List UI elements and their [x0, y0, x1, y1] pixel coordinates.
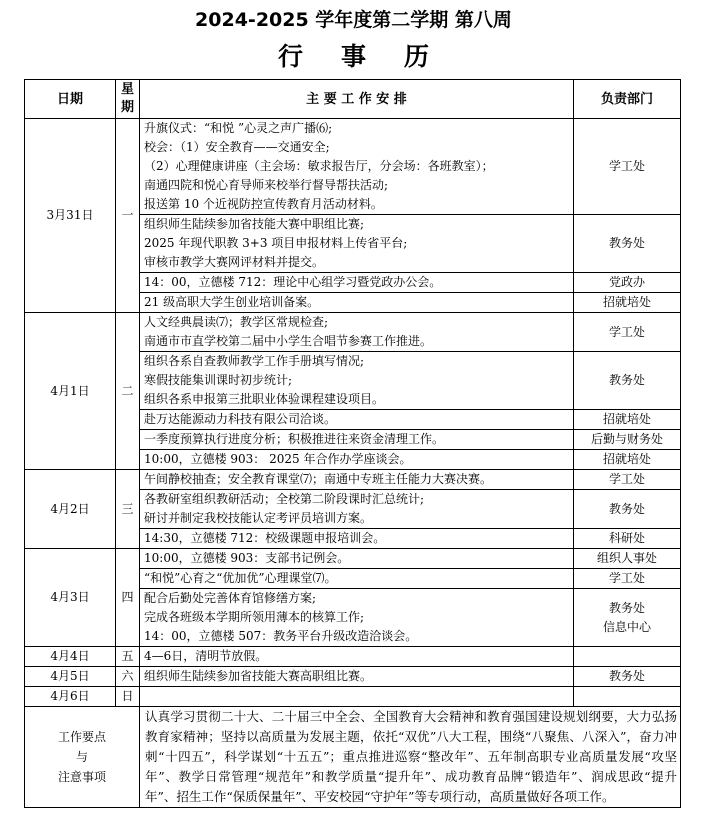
dept-name: 后勤与财务处 — [590, 432, 663, 446]
responsible-dept — [574, 470, 681, 490]
work-line: 南通市市直学校第二届中小学生合唱节参赛工作推进。 — [144, 334, 433, 348]
work-line: 赴万达能源动力科技有限公司洽谈。 — [144, 412, 337, 426]
page-subtitle: 行事历 — [277, 42, 467, 71]
work-item — [140, 410, 574, 430]
responsible-dept — [574, 215, 681, 273]
work-line: 组织各系自查教师教学工作手册填写情况; — [144, 354, 365, 368]
dept-name: 教务处 — [608, 373, 645, 387]
work-line: 升旗仪式：“和悦 ”心灵之声广播⑹; — [144, 121, 333, 135]
work-line: 寒假技能集训课时初步统计; — [144, 373, 293, 387]
day-weekday: 三 — [116, 470, 140, 549]
table-row — [25, 549, 681, 569]
work-item — [140, 647, 574, 667]
day-weekday: 六 — [116, 667, 140, 687]
work-line: 南通四院和悦心育导师来校举行督导帮扶活动; — [144, 178, 389, 192]
header-week — [116, 80, 140, 119]
day-weekday: 二 — [116, 313, 140, 470]
work-item — [140, 490, 574, 529]
day-date: 4月3日 — [25, 549, 116, 647]
notes-row — [25, 707, 681, 808]
work-line: 4—6日，清明节放假。 — [144, 649, 268, 663]
notes-label — [25, 707, 140, 808]
responsible-dept — [574, 490, 681, 529]
dept-name: 学工处 — [608, 571, 645, 585]
table-row — [25, 667, 681, 687]
notes-label-line: 注意事项 — [57, 770, 106, 784]
work-line: 10:00，立德楼 903：支部书记例会。 — [144, 551, 350, 565]
responsible-dept — [574, 410, 681, 430]
day-weekday: 日 — [116, 687, 140, 707]
work-line: 一季度预算执行进度分析；积极推进往来资金清理工作。 — [144, 432, 445, 446]
responsible-dept — [574, 273, 681, 293]
work-item — [140, 119, 574, 215]
schedule-body — [25, 119, 681, 808]
work-line: 21 级高职大学生创业培训备案。 — [144, 295, 320, 309]
dept-name: 信息中心 — [602, 619, 651, 634]
day-weekday: 四 — [116, 549, 140, 647]
header-dept: 负责部门 — [574, 80, 681, 119]
table-row — [25, 647, 681, 667]
work-line: 14：00，立德楼 712：理论中心组学习暨党政办公会。 — [144, 275, 442, 289]
responsible-dept — [574, 293, 681, 313]
day-date: 4月5日 — [25, 667, 116, 687]
day-weekday: 一 — [116, 119, 140, 313]
work-item — [140, 352, 574, 410]
table-row — [25, 119, 681, 215]
work-item — [140, 215, 574, 273]
dept-name: 教务处 — [608, 236, 645, 250]
work-item — [140, 529, 574, 549]
work-item — [140, 667, 574, 687]
work-line: 配合后勤处完善体育馆修缮方案; — [144, 591, 317, 605]
work-line: 报送第 10 个近视防控宣传教育月活动材料。 — [144, 197, 383, 211]
table-row — [25, 313, 681, 352]
work-line: 各教研室组织教研活动；全校第二阶段课时汇总统计; — [144, 492, 425, 506]
day-date: 4月1日 — [25, 313, 116, 470]
table-header-row — [25, 80, 681, 119]
work-line: （2）心理健康讲座（主会场：敏求报告厅，分会场：各班教室）； — [144, 159, 494, 173]
table-row — [25, 470, 681, 490]
work-item — [140, 549, 574, 569]
work-line: 组织师生陆续参加省技能大赛高职组比赛。 — [144, 669, 373, 683]
work-line: 人文经典晨读⑺；教学区常规检查; — [144, 315, 329, 329]
dept-name: 教务处 — [608, 600, 645, 615]
work-item — [140, 470, 574, 490]
work-line: 14:30，立德楼 712：校级课题申报培训会。 — [144, 531, 386, 545]
work-item — [140, 569, 574, 589]
dept-name: 学工处 — [608, 472, 645, 486]
dept-name: 教务处 — [608, 501, 645, 516]
work-item — [140, 293, 574, 313]
day-weekday: 五 — [116, 647, 140, 667]
responsible-dept — [574, 687, 681, 707]
notes-label-line: 工作要点 — [57, 730, 106, 744]
work-line: 组织各系申报第三批职业体验课程建设项目。 — [144, 392, 385, 406]
work-line — [144, 687, 573, 706]
responsible-dept — [574, 119, 681, 215]
header-week-label: 星 期 — [120, 82, 134, 115]
responsible-dept — [574, 549, 681, 569]
responsible-dept — [574, 647, 681, 667]
work-line: 10:00，立德楼 903： 2025 年合作办学座谈会。 — [144, 452, 412, 466]
notes-text: 认真学习贯彻二十大、二十届三中全会、全国教育大会精神和教育强国建设规划纲要，大力弘扬教育家精神；坚持以高质量为发展主题，依托“双优”八大工程，围绕“八聚焦、八深入”，奋力冲刺“十四五”，科学谋划“十五五”；重点推进巡察“整改年”、五年制高职专业高质量发展“攻坚年”、教学日常管理“规范年”和教学质量“提升年”、成功教育品牌“锻造年”、润成思政“提升年”、招生工作“保质保量年”、平安校园“守护年”等专项行动，高质量做好各项工作。 — [140, 707, 681, 808]
dept-name: 招就培处 — [602, 452, 651, 466]
responsible-dept — [574, 569, 681, 589]
work-item — [140, 430, 574, 450]
work-line: 完成各班级本学期所领用薄本的核算工作; — [144, 610, 365, 624]
work-line: “和悦”心育之“优加优”心理课堂⑺。 — [144, 571, 337, 585]
work-line: 审核市教学大赛网评材料并提交。 — [144, 255, 325, 269]
dept-name: 组织人事处 — [596, 551, 657, 565]
day-date: 4月2日 — [25, 470, 116, 549]
work-line: 研讨并制定我校技能认定考评员培训方案。 — [144, 511, 373, 525]
responsible-dept — [574, 450, 681, 470]
table-row — [25, 687, 681, 707]
schedule-table — [24, 79, 681, 808]
work-item — [140, 687, 574, 707]
dept-name: 科研处 — [608, 531, 645, 545]
responsible-dept — [574, 529, 681, 549]
dept-name: 党政办 — [608, 275, 645, 289]
dept-name: 招就培处 — [602, 412, 651, 426]
day-date: 4月4日 — [25, 647, 116, 667]
header-date: 日期 — [25, 80, 116, 119]
work-line: 校会：（1）安全教育——交通安全; — [144, 140, 330, 154]
notes-label-line: 与 — [75, 750, 88, 764]
responsible-dept — [574, 352, 681, 410]
responsible-dept — [574, 313, 681, 352]
work-line: 14：00，立德楼 507：教务平台升级改造洽谈会。 — [144, 629, 418, 643]
day-date: 4月6日 — [25, 687, 116, 707]
work-line: 2025 年现代职教 3+3 项目申报材料上传省平台; — [144, 236, 408, 250]
dept-name: 学工处 — [608, 159, 645, 173]
work-line: 组织师生陆续参加省技能大赛中职组比赛; — [144, 217, 365, 231]
day-date: 3月31日 — [25, 119, 116, 313]
header-work: 主 要 工 作 安 排 — [140, 80, 574, 119]
dept-name: 教务处 — [608, 669, 645, 683]
responsible-dept — [574, 667, 681, 687]
work-item — [140, 273, 574, 293]
dept-name: 学工处 — [608, 324, 645, 339]
work-line: 午间静校抽查；安全教育课堂⑺；南通中专班主任能力大赛决赛。 — [144, 472, 493, 486]
work-item — [140, 313, 574, 352]
responsible-dept — [574, 589, 681, 647]
responsible-dept — [574, 430, 681, 450]
work-item — [140, 450, 574, 470]
page-title: 2024-2025 学年度第二学期 第八周 — [195, 9, 512, 31]
work-item — [140, 589, 574, 647]
dept-name: 招就培处 — [602, 295, 651, 309]
